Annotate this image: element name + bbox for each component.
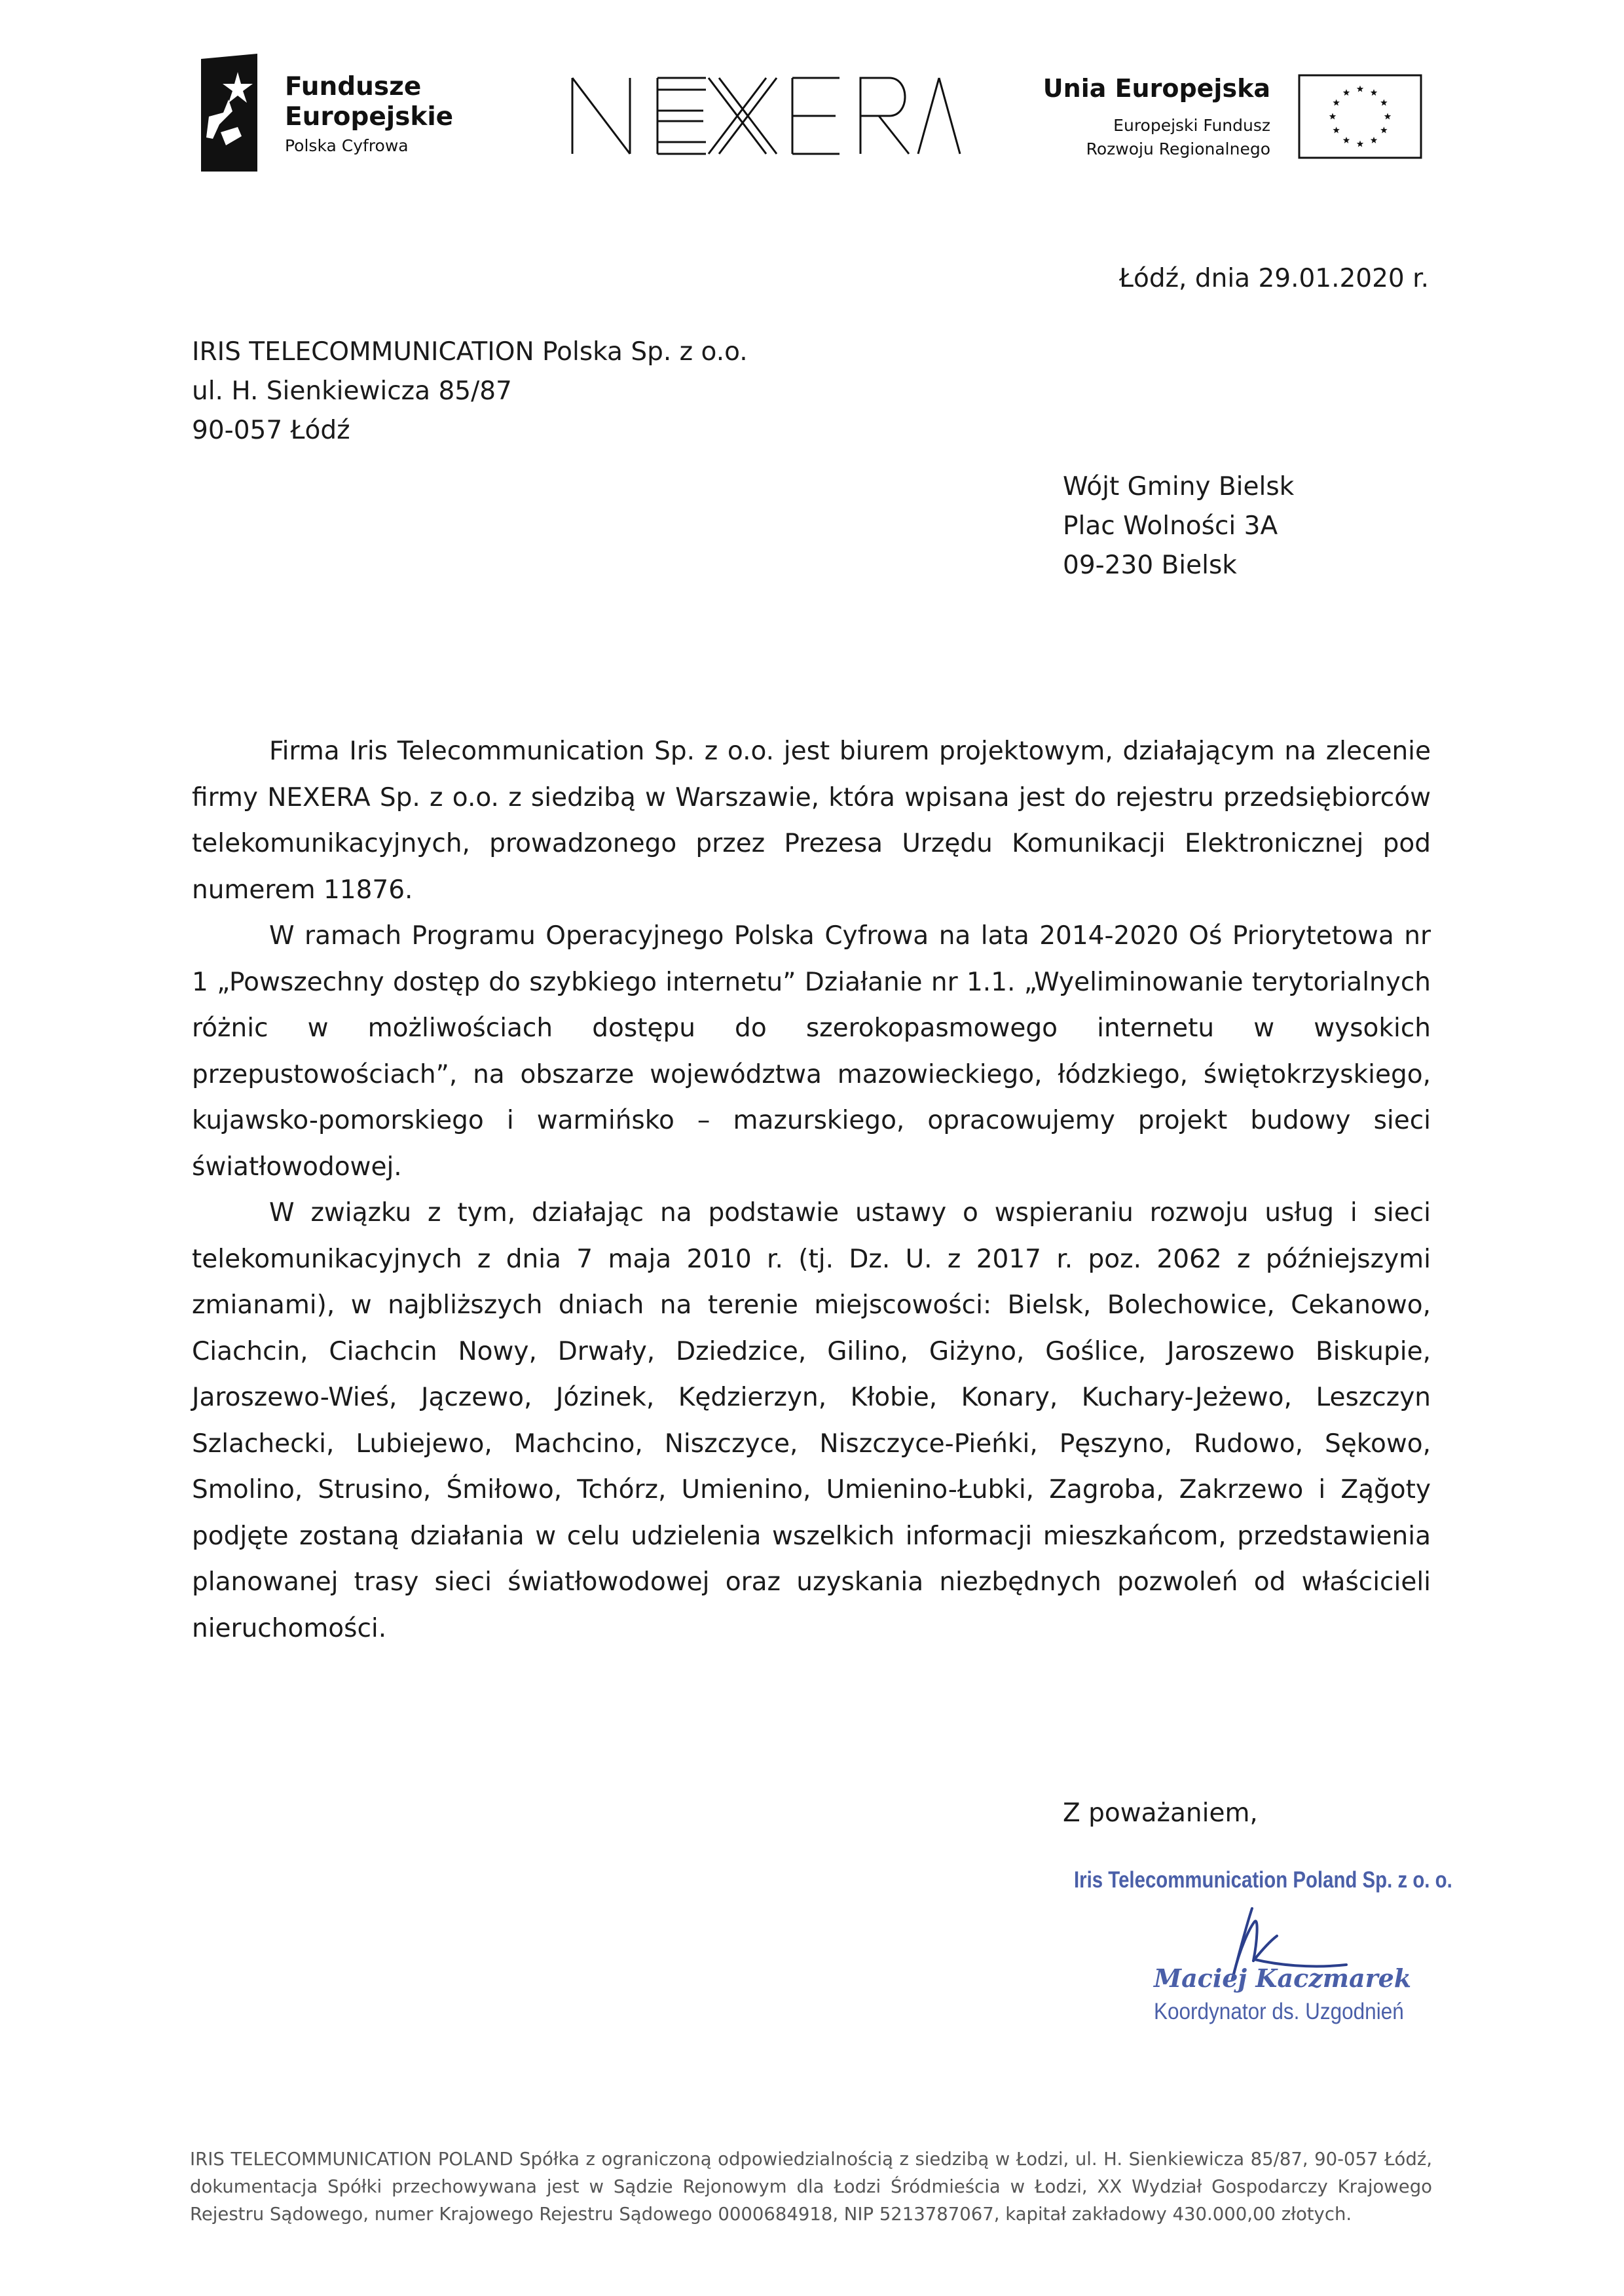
- logo-line-unia-europejska: Unia Europejska: [1043, 74, 1270, 103]
- logo-line-rozwoju-regionalnego: Rozwoju Regionalnego: [1086, 139, 1270, 158]
- body-paragraph-1: Firma Iris Telecommunication Sp. z o.o. jest biurem projektowym, działającym na zlecenie firmy NEXERA Sp. z o.o. z siedzibą w Warszawie, która wpisana jest do rejestru przedsiębiorców telekomunikacyjnych, prowadzonego przez Prezesa Urzędu Komunikacji Elektronicznej pod numerem 11876.: [192, 737, 1431, 905]
- logo-line-europejski-fundusz: Europejski Fundusz: [1113, 116, 1270, 135]
- footer-text: IRIS TELECOMMUNICATION POLAND Spółka z ograniczoną odpowiedzialnością z siedzibą w Łodzi, ul. H. Sienkiewicza 85/87, 90-057 Łódź, dokumentacja Spółki przechowywana jest w Sądzie Rejonowym dla Łodzi Śródmieścia w Łodzi, XX Wydział Gospodarczy Krajowego Rejestru Sądowego, numer Krajowego Rejestru Sądowego 0000684918, NIP 5213787067, kapitał zakładowy 430.000,00 złotych.: [190, 2149, 1432, 2225]
- recipient-name: Wójt Gminy Bielsk: [1063, 472, 1295, 501]
- letter-body: [192, 729, 1431, 1652]
- unia-europejska-logo: [1022, 69, 1428, 167]
- body-paragraph-3: W związku z tym, działając na podstawie ustawy o wspieraniu rozwoju usług i sieci telekomunikacyjnych z dnia 7 maja 2010 r. (tj. Dz. U. z 2017 r. poz. 2062 z późniejszymi zmianami), w najbliższych dniach na terenie miejscowości: Bielsk, Bolechowice, Cekanowo, Ciachcin, Ciachcin Nowy, Drwały, Dziedzice, Gilino, Giżyno, Goślice, Jaroszewo Biskupie, Jaroszewo-Wieś, Jączewo, Józinek, Kędzierzyn, Kłobie, Konary, Kuchary-Jeżewo, Leszczyn Szlachecki, Lubiejewo, Machcino, Niszczyce, Niszczyce-Pieńki, Pęszyno, Rudowo, Sękowo, Smolino, Strusino, Śmiłowo, Tchórz, Umienino, Umienino-Łubki, Zagroba, Zakrzewo i Ząğoty podjęte zostaną działania w celu udzielenia wszelkich informacji mieszkańcom, przedstawienia planowanej trasy sieci światłowodowej oraz uzyskania niezbędnych pozwoleń od właścicieli nieruchomości.: [192, 1198, 1431, 1643]
- stamp-signatory-role: Koordynator ds. Uzgodnień: [1154, 1999, 1404, 2024]
- sender-address: [192, 333, 748, 450]
- funds-star-figure-icon: [200, 54, 261, 172]
- closing-salutation: Z poważaniem,: [1063, 1798, 1258, 1828]
- body-paragraph-2: W ramach Programu Operacyjnego Polska Cyfrowa na lata 2014-2020 Oś Priorytetowa nr 1 „Powszechny dostęp do szybkiego internetu” Działanie nr 1.1. „Wyeliminowanie terytorialnych różnic w możliwościach dostępu do szerokopasmowego internetu w wysokich przepustowościach”, na obszarze województwa mazowieckiego, łódzkiego, świętokrzyskiego, kujawsko-pomorskiego i warmińsko – mazurskiego, opracowujemy projekt budowy sieci światłowodowej.: [192, 921, 1431, 1182]
- stamp-company: Iris Telecommunication Poland Sp. z o. o.: [1074, 1867, 1452, 1893]
- logo-line-polska-cyfrowa: Polska Cyfrowa: [285, 136, 409, 155]
- fundusze-europejskie-logo: [200, 54, 462, 172]
- footer-company-info: [190, 2145, 1432, 2228]
- nexera-logo: [570, 75, 963, 157]
- logo-line-fundusze: Fundusze: [285, 72, 422, 101]
- eu-flag-icon: [1298, 74, 1422, 159]
- recipient-street: Plac Wolności 3A: [1063, 511, 1278, 541]
- stamp-signatory-name: Maciej Kaczmarek: [1154, 1963, 1412, 1993]
- sender-street: ul. H. Sienkiewicza 85/87: [192, 376, 512, 406]
- logo-line-europejskie: Europejskie: [285, 102, 454, 132]
- date-line: Łódź, dnia 29.01.2020 r.: [1119, 264, 1429, 293]
- recipient-address: [1063, 467, 1294, 585]
- recipient-city: 09-230 Bielsk: [1063, 551, 1237, 580]
- sender-city: 90-057 Łódź: [192, 416, 350, 445]
- sender-company: IRIS TELECOMMUNICATION Polska Sp. z o.o.: [192, 337, 748, 367]
